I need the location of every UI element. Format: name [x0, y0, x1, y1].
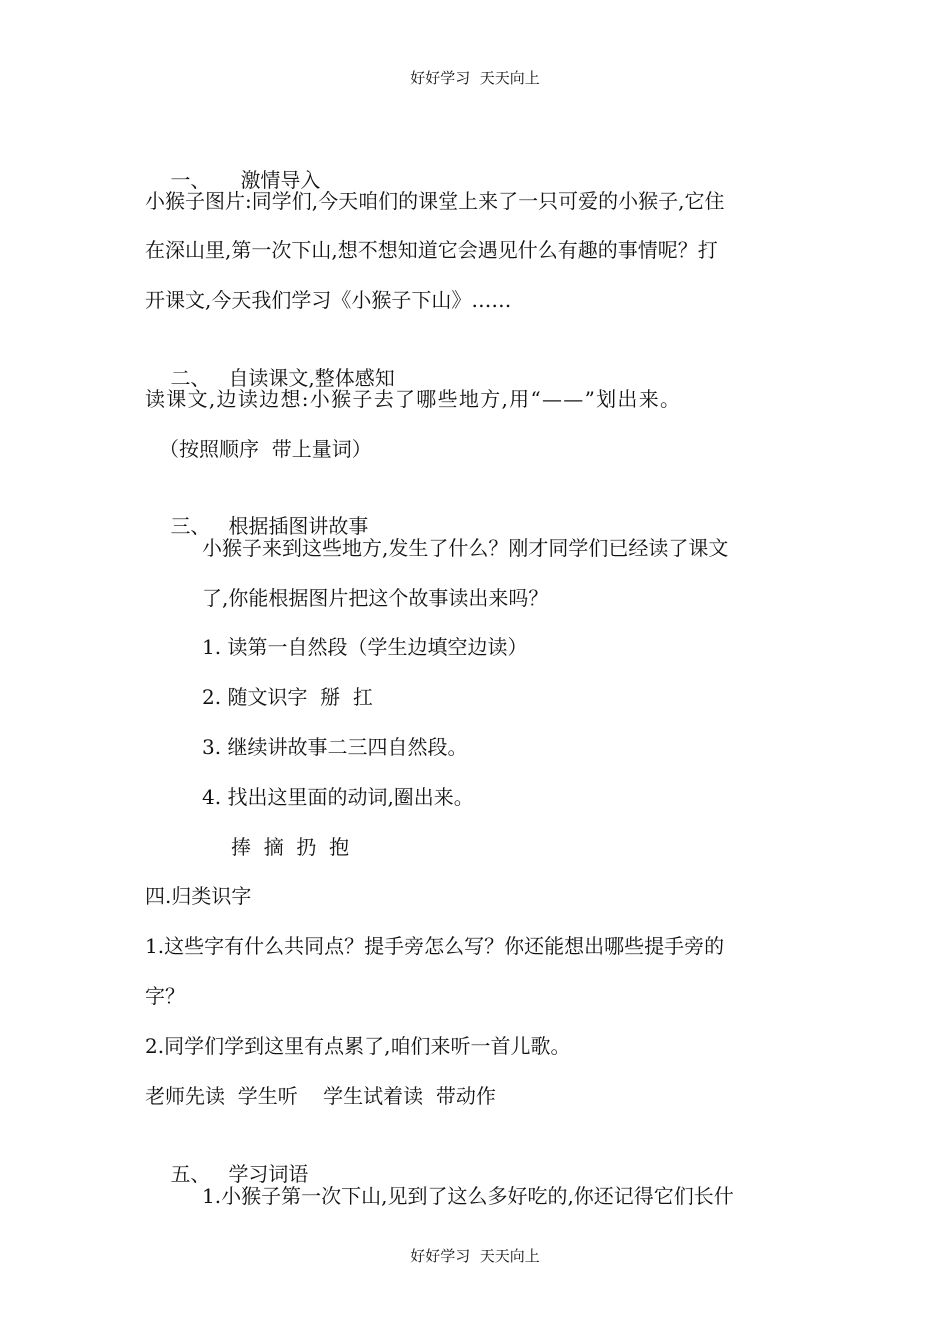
section-3-title: 根据插图讲故事	[228, 514, 369, 538]
section-2-note: （按照顺序 带上量词）	[159, 437, 372, 461]
section-3-number: 三、	[170, 514, 211, 538]
section-4-question-line: 字？	[145, 984, 185, 1008]
section-1-paragraph-line: 开课文,今天我们学习《小猴子下山》……	[145, 288, 512, 312]
section-4-question-2: 2.同学们学到这里有点累了,咱们来听一首儿歌。	[145, 1034, 571, 1058]
section-5-title: 学习词语	[228, 1162, 309, 1186]
section-1-title: 激情导入	[240, 168, 321, 192]
section-2-title: 自读课文,整体感知	[228, 366, 395, 390]
section-2-instruction: 读课文,边读边想:小猴子去了哪些地方,用“——”划出来。	[145, 387, 682, 411]
section-3-list-item: 2. 随文识字 掰 扛	[202, 685, 373, 709]
page-header: 好好学习 天天向上	[410, 69, 540, 87]
section-3-list-item: 1. 读第一自然段（学生边填空边读）	[202, 635, 528, 659]
section-1-paragraph-line: 在深山里,第一次下山,想不想知道它会遇见什么有趣的事情呢？打	[145, 238, 718, 262]
section-3-intro-line: 了,你能根据图片把这个故事读出来吗？	[202, 586, 549, 610]
section-4-question-line: 1.这些字有什么共同点？提手旁怎么写？你还能想出哪些提手旁的	[145, 934, 725, 958]
section-3-intro-line: 小猴子来到这些地方,发生了什么？刚才同学们已经读了课文	[202, 536, 729, 560]
page-footer: 好好学习 天天向上	[410, 1247, 540, 1265]
section-3-list-item: 3. 继续讲故事二三四自然段。	[202, 735, 468, 759]
section-2-number: 二、	[170, 366, 211, 390]
section-4-heading: 四.归类识字	[145, 884, 252, 908]
section-4-activity: 老师先读 学生听 学生试着读 带动作	[145, 1084, 496, 1108]
section-3-verbs: 捧 摘 扔 抱	[231, 835, 350, 859]
section-1-paragraph-line: 小猴子图片:同学们,今天咱们的课堂上来了一只可爱的小猴子,它住	[145, 189, 725, 213]
section-5-list-item: 1.小猴子第一次下山,见到了这么多好吃的,你还记得它们长什	[202, 1184, 734, 1208]
section-5-number: 五、	[170, 1162, 211, 1186]
section-1-number: 一、	[170, 168, 211, 192]
section-3-list-item: 4. 找出这里面的动词,圈出来。	[202, 785, 474, 809]
